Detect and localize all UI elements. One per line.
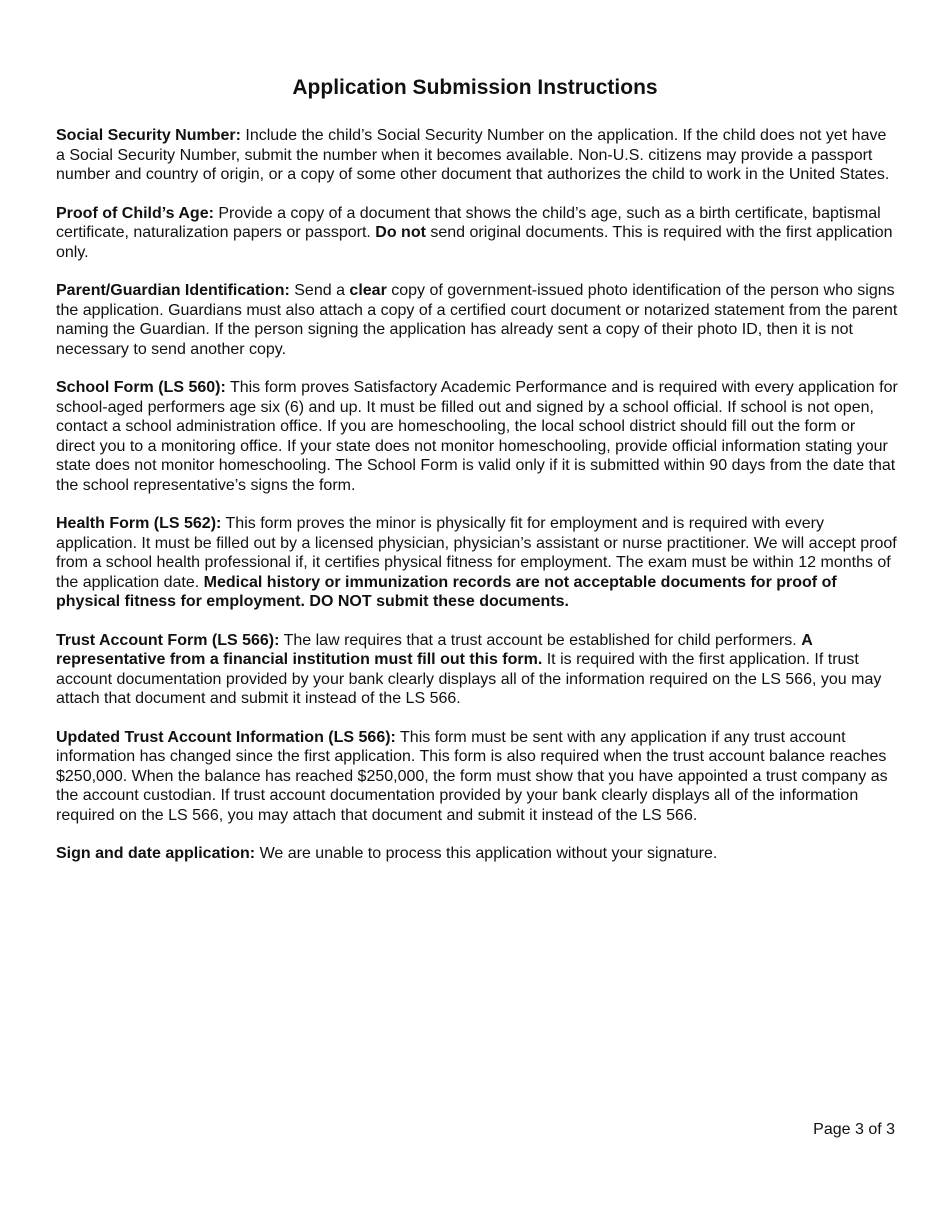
instructions-body <box>56 126 898 883</box>
section-health-form <box>56 514 898 612</box>
section-text: send original documents. This is required with the first application only. <box>56 224 893 261</box>
section-heading: Sign and date application: <box>56 845 256 862</box>
section-ssn <box>56 126 898 185</box>
section-sign-and-date <box>56 844 898 864</box>
page-number: Page 3 of 3 <box>813 1121 895 1138</box>
section-heading: Social Security Number: <box>56 127 241 144</box>
section-text: This form proves the minor is physically fit for employment and is required with every application. It must be filled out by a licensed physician, physician’s assistant or nurse practitioner. We will accept proof from a school health professional if, it certifies physical fitness for employment. The exam must be within 12 months of the application date. <box>56 515 897 591</box>
section-text: This form must be sent with any application if any trust account information has changed since the first application. This form is also required when the trust account balance reaches $250,000. When the balance has reached $250,000, the form must show that you have appointed a trust company as the account custodian. If trust account documentation provided by your bank clearly displays all of the information required on the LS 566, you may attach that document and submit it instead of the LS 566. <box>56 728 888 824</box>
section-heading: Trust Account Form (LS 566): <box>56 631 280 649</box>
section-trust-account-form <box>56 631 898 709</box>
section-text: copy of government-issued photo identification of the person who signs the application. Guardians must also attach a copy of a certified court document or notarized statement from the parent naming the Guardian. If the person signing the application has already sent a copy of their photo ID, then it is not necessary to send another copy. <box>56 282 898 358</box>
section-heading: Proof of Child’s Age: <box>56 204 214 222</box>
section-emphasis: clear <box>349 282 387 299</box>
section-heading: School Form (LS 560): <box>56 379 226 396</box>
section-school-form <box>56 378 898 495</box>
section-text: It is required with the first application. If trust account documentation provided by your bank clearly displays all of the information required on the LS 566, you may attach that document and submit it instead of the LS 566. <box>56 651 882 707</box>
section-text: Send a <box>289 282 350 299</box>
section-proof-of-age <box>56 204 898 263</box>
section-text: Include the child’s Social Security Number on the application. If the child does not yet have a Social Security Number, submit the number when it becomes available. Non-U.S. citizens may provide a passport number and country of origin, or a copy of some other document that authorizes the child to work in the United States. <box>56 127 890 183</box>
section-heading: Updated Trust Account Information (LS 566): <box>56 728 396 746</box>
section-text: This form proves Satisfactory Academic Performance and is required with every application for school-aged performers age six (6) and up. It must be filled out and signed by a school official. If school is not open, contact a school administration office. If you are homeschooling, the local school district should fill out the form or direct you to a monitoring office. If your state does not monitor homeschooling, provide official information stating your state does not monitor homeschooling. The School Form is valid only if it is submitted within 90 days from the date that the school representative’s signs the form. <box>56 379 898 494</box>
section-heading: Parent/Guardian Identification: <box>56 282 290 299</box>
page-title: Application Submission Instructions <box>292 76 658 99</box>
section-text: Provide a copy of a document that shows the child’s age, such as a birth certificate, baptismal certificate, naturalization papers or passport. <box>56 204 881 241</box>
section-emphasis: A representative from a financial institution must fill out this form. <box>56 631 813 668</box>
section-text: We are unable to process this application without your signature. <box>255 845 718 862</box>
section-text: The law requires that a trust account be established for child performers. <box>279 631 802 649</box>
section-guardian-id <box>56 281 898 359</box>
section-updated-trust-account <box>56 728 898 826</box>
section-emphasis: Medical history or immunization records are not acceptable documents for proof of physical fitness for employment. DO NOT submit these documents. <box>56 573 837 610</box>
section-heading: Health Form (LS 562): <box>56 515 222 532</box>
section-emphasis: Do not <box>375 224 426 241</box>
